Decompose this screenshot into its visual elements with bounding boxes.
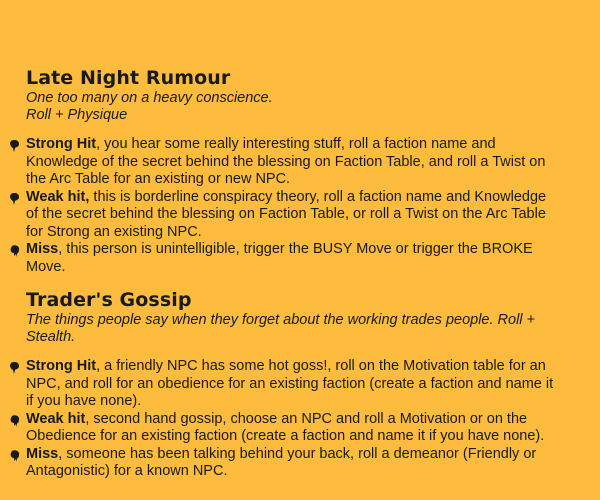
- move-traders-gossip: [0, 288, 600, 481]
- outcome-strong-hit: [0, 136, 600, 189]
- outcome-label: Strong Hit: [26, 136, 97, 152]
- outcome-text: , someone has been talking behind your back, roll a demeanor (Friendly or Antagonistic) for a known NPC.: [26, 445, 537, 479]
- outcome-list: [0, 358, 600, 481]
- ink-splat-bullet-icon: [9, 414, 21, 428]
- outcome-text: this is borderline conspiracy theory, roll a faction name and Knowledge of the secret behind the blessing on Faction Table, or roll a Twist on the Arc Table for Strong an existing NPC.: [26, 188, 547, 240]
- outcome-text: , you hear some really interesting stuff, roll a faction name and Knowledge of the secret behind the blessing on Faction Table, and roll a Twist on the Arc Table for an existing or new NPC.: [26, 136, 546, 187]
- move-roll-stat: Roll + Physique: [26, 107, 128, 123]
- ink-drop-bullet-icon: [9, 139, 21, 153]
- outcome-label: Weak hit: [26, 410, 86, 427]
- move-title: Trader's Gossip: [26, 289, 192, 311]
- outcome-miss: [0, 241, 600, 276]
- outcome-weak-hit: [0, 189, 600, 242]
- outcome-label: Miss: [26, 241, 59, 257]
- ink-drop-bullet-icon: [9, 361, 21, 375]
- move-flavour-text: The things people say when they forget about the working trades people. Roll + Stealth.: [26, 312, 536, 345]
- outcome-strong-hit: [0, 358, 600, 411]
- move-flavour-text: One too many on a heavy conscience.: [26, 90, 273, 106]
- move-subtitle: [26, 312, 546, 346]
- outcome-miss: [0, 446, 600, 481]
- outcome-text: , this person is unintelligible, trigger the BUSY Move or trigger the BROKE Move.: [26, 241, 533, 275]
- outcome-weak-hit: [0, 411, 600, 446]
- ink-splat-bullet-icon: [9, 449, 21, 463]
- outcome-list: [0, 136, 600, 276]
- outcome-label: Miss: [26, 445, 59, 462]
- ink-drop-bullet-icon: [9, 192, 21, 206]
- ink-splat-bullet-icon: [9, 244, 21, 258]
- move-title: Late Night Rumour: [26, 67, 231, 89]
- move-subtitle: [26, 90, 546, 124]
- move-late-night-rumour: [0, 66, 600, 276]
- outcome-label: Strong Hit: [26, 358, 97, 374]
- outcome-text: , a friendly NPC has some hot goss!, roll on the Motivation table for an NPC, and roll for an obedience for an existing faction (create a faction and name it if you have none).: [26, 358, 554, 409]
- outcome-text: , second hand gossip, choose an NPC and roll a Motivation or on the Obedience for an existing faction (create a faction and name it if you have none).: [26, 410, 545, 444]
- outcome-label: Weak hit,: [26, 188, 90, 205]
